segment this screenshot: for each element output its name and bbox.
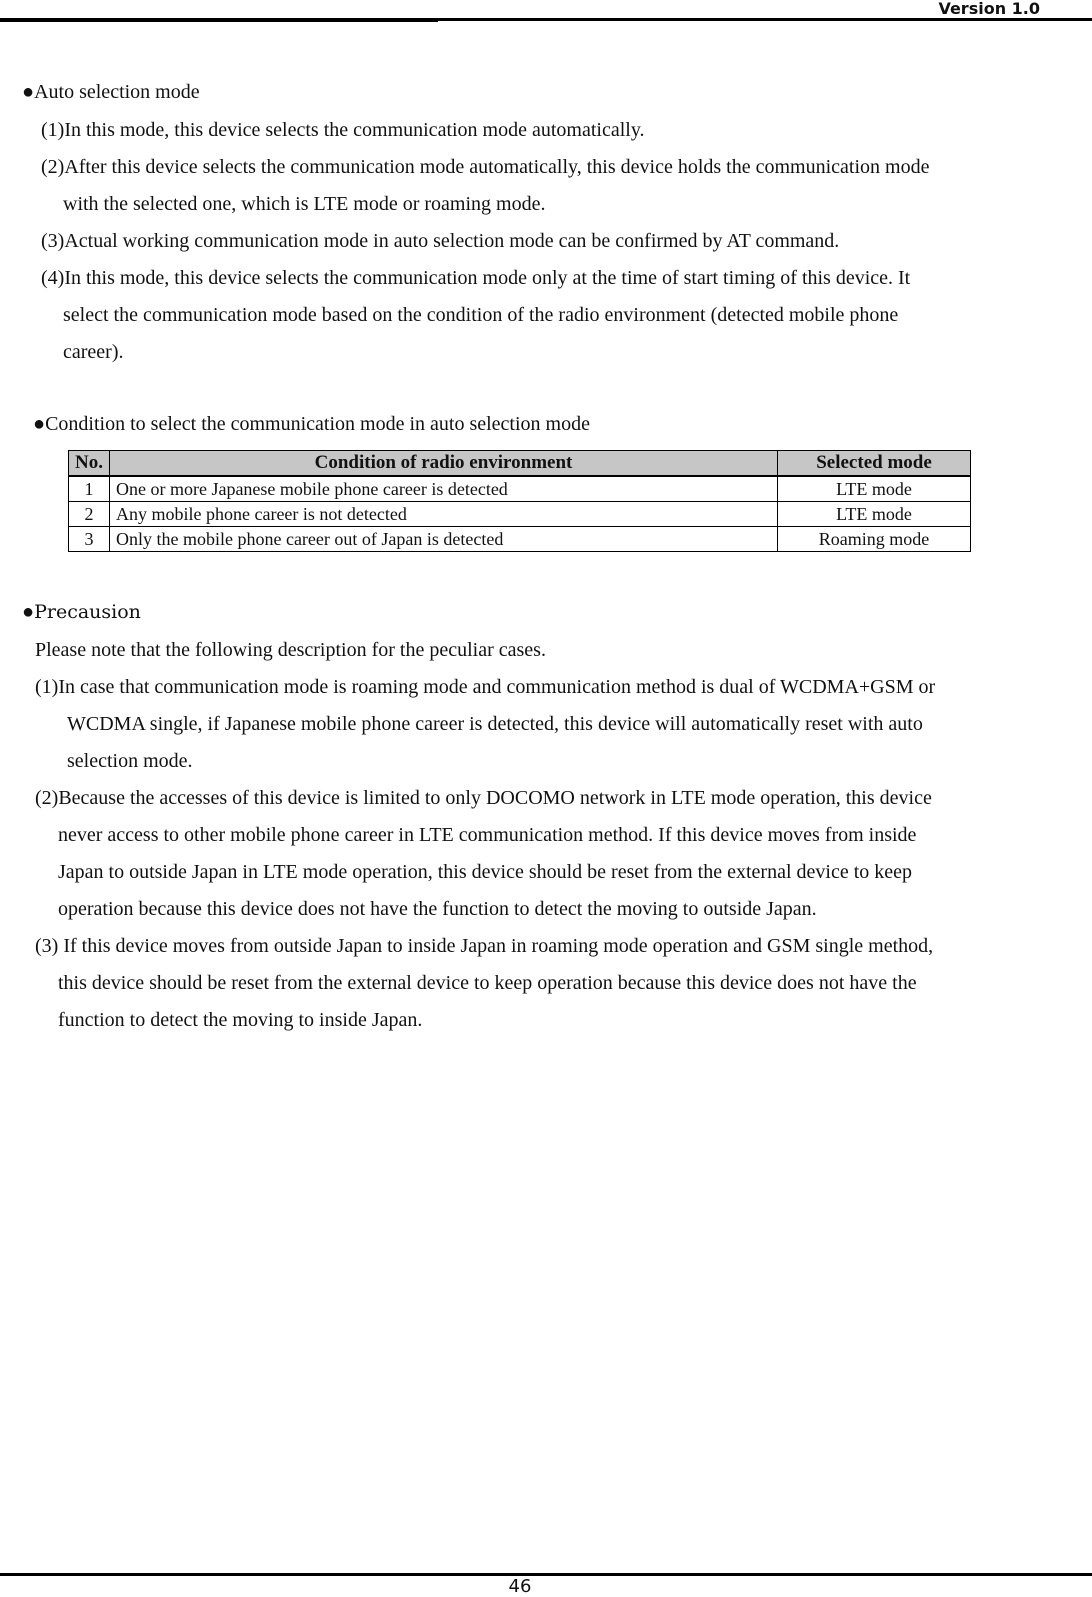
auto-line-5: (4)In this mode, this device selects the communication mode only at the time of start timing of this device. It bbox=[41, 267, 911, 289]
auto-selection-heading-text: Auto selection mode bbox=[34, 81, 200, 103]
table-row bbox=[69, 527, 971, 552]
footer-rule bbox=[0, 1573, 1092, 1576]
auto-selection-heading bbox=[22, 80, 200, 104]
precaution-line-10: this device should be reset from the external device to keep operation because this device does not have the bbox=[58, 972, 917, 994]
page-number: 46 bbox=[508, 1576, 532, 1597]
auto-line-2: (2)After this device selects the communication mode automatically, this device holds the communication mode bbox=[41, 156, 930, 178]
row-selected-mode: LTE mode bbox=[778, 476, 971, 502]
bullet-icon: ● bbox=[22, 601, 35, 623]
table-row bbox=[69, 476, 971, 502]
precaution-line-7: Japan to outside Japan in LTE mode operation, this device should be reset from the external device to keep bbox=[58, 861, 913, 883]
auto-line-4: (3)Actual working communication mode in auto selection mode can be confirmed by AT command. bbox=[41, 230, 840, 252]
precaution-line-3: WCDMA single, if Japanese mobile phone career is detected, this device will automatically reset with auto bbox=[67, 713, 923, 735]
column-header-condition: Condition of radio environment bbox=[109, 451, 777, 477]
header-rule-thin bbox=[0, 21, 438, 22]
bullet-icon: ● bbox=[22, 81, 35, 103]
table-row bbox=[69, 502, 971, 527]
row-no: 3 bbox=[69, 527, 110, 552]
auto-line-3: with the selected one, which is LTE mode or roaming mode. bbox=[63, 193, 546, 215]
auto-line-1: (1)In this mode, this device selects the communication mode automatically. bbox=[41, 119, 645, 141]
precaution-line-6: never access to other mobile phone career in LTE communication method. If this device moves from inside bbox=[58, 824, 917, 846]
auto-line-7: career). bbox=[63, 341, 124, 363]
precaution-line-2: (1)In case that communication mode is roaming mode and communication method is dual of WCDMA+GSM or bbox=[35, 676, 936, 698]
row-selected-mode: Roaming mode bbox=[778, 527, 971, 552]
column-header-selected-mode: Selected mode bbox=[778, 451, 971, 477]
version-label: Version 1.0 bbox=[938, 0, 1040, 18]
condition-table bbox=[68, 450, 971, 552]
column-header-no: No. bbox=[69, 451, 110, 477]
row-no: 1 bbox=[69, 476, 110, 502]
precaution-line-5: (2)Because the accesses of this device is limited to only DOCOMO network in LTE mode operation, this device bbox=[35, 787, 932, 809]
row-no: 2 bbox=[69, 502, 110, 527]
row-condition: Only the mobile phone career out of Japan is detected bbox=[109, 527, 777, 552]
precaution-line-9: (3) If this device moves from outside Japan to inside Japan in roaming mode operation and GSM single method, bbox=[35, 935, 934, 957]
precaution-heading bbox=[22, 600, 141, 624]
precaution-line-8: operation because this device does not have the function to detect the moving to outside Japan. bbox=[58, 898, 817, 920]
condition-heading bbox=[33, 412, 590, 436]
auto-line-6: select the communication mode based on the condition of the radio environment (detected mobile phone bbox=[63, 304, 899, 326]
precaution-line-1: Please note that the following description for the peculiar cases. bbox=[35, 639, 546, 661]
row-selected-mode: LTE mode bbox=[778, 502, 971, 527]
bullet-icon: ● bbox=[33, 413, 46, 435]
precaution-line-4: selection mode. bbox=[67, 750, 193, 772]
precaution-line-11: function to detect the moving to inside Japan. bbox=[58, 1009, 423, 1031]
table-header-row bbox=[69, 451, 971, 477]
condition-heading-text: Condition to select the communication mode in auto selection mode bbox=[45, 413, 590, 435]
precaution-heading-text: Precausion bbox=[34, 601, 141, 623]
row-condition: Any mobile phone career is not detected bbox=[109, 502, 777, 527]
row-condition: One or more Japanese mobile phone career is detected bbox=[109, 476, 777, 502]
